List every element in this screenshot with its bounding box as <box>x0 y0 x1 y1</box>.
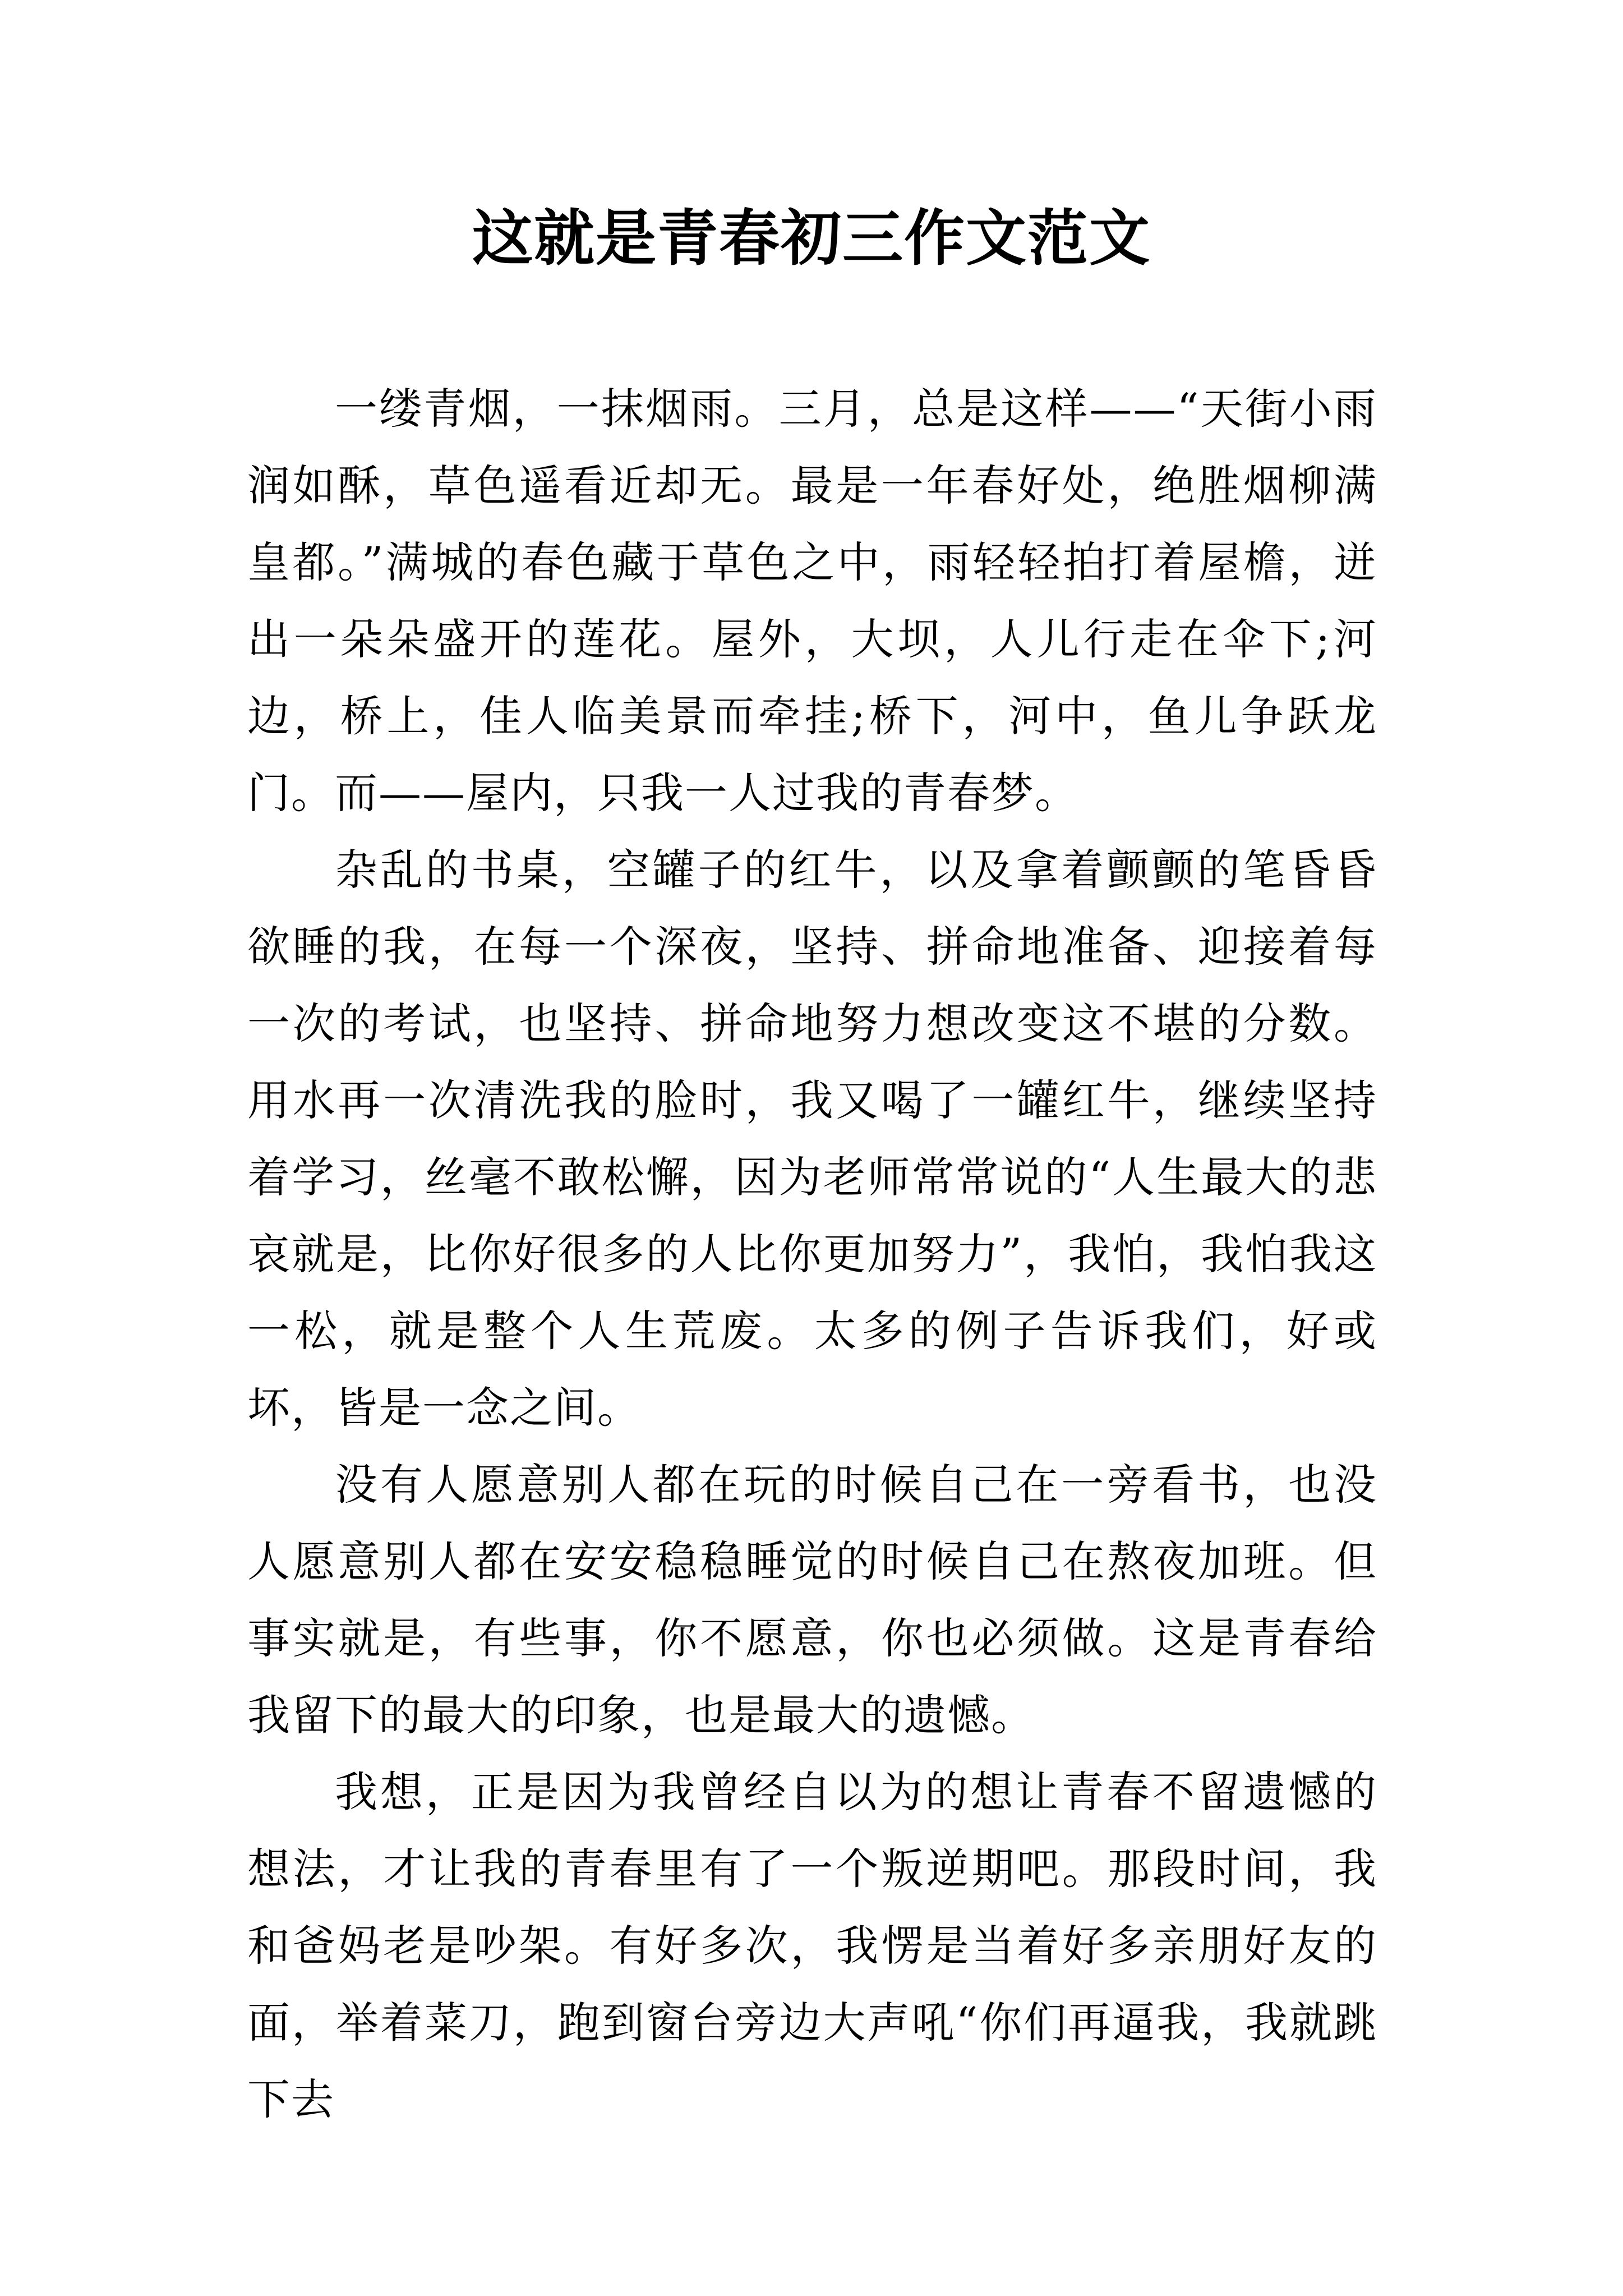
paragraph: 杂乱的书桌，空罐子的红牛，以及拿着颤颤的笔昏昏欲睡的我，在每一个深夜，坚持、拼命地准备、迎接着每一次的考试，也坚持、拼命地努力想改变这不堪的分数。用水再一次清洗我的脸时，我又喝了一罐红牛，继续坚持着学习，丝毫不敢松懈，因为老师常常说的“人生最大的悲哀就是，比你好很多的人比你更加努力”，我怕，我怕我这一松，就是整个人生荒废。太多的例子告诉我们，好或坏，皆是一念之间。 <box>247 845 1377 1433</box>
document-body <box>247 370 1377 2138</box>
document-title: 这就是青春初三作文范文 <box>472 203 1151 274</box>
paragraph: 我想，正是因为我曾经自以为的想让青春不留遗憾的想法，才让我的青春里有了一个叛逆期吧。那段时间，我和爸妈老是吵架。有好多次，我愣是当着好多亲朋好友的面，举着菜刀，跑到窗台旁边大声吼“你们再逼我，我就跳下去 <box>247 1767 1377 2124</box>
paragraph: 一缕青烟，一抹烟雨。三月，总是这样——“天街小雨润如酥，草色遥看近却无。最是一年春好处，绝胜烟柳满皇都。”满城的春色藏于草色之中，雨轻轻拍打着屋檐，迸出一朵朵盛开的莲花。屋外，大坝，人儿行走在伞下;河边，桥上，佳人临美景而牵挂;桥下，河中，鱼儿争跃龙门。而——屋内，只我一人过我的青春梦。 <box>247 384 1377 818</box>
paragraph: 没有人愿意别人都在玩的时候自己在一旁看书，也没人愿意别人都在安安稳稳睡觉的时候自己在熬夜加班。但事实就是，有些事，你不愿意，你也必须做。这是青春给我留下的最大的印象，也是最大的遗憾。 <box>247 1460 1377 1740</box>
